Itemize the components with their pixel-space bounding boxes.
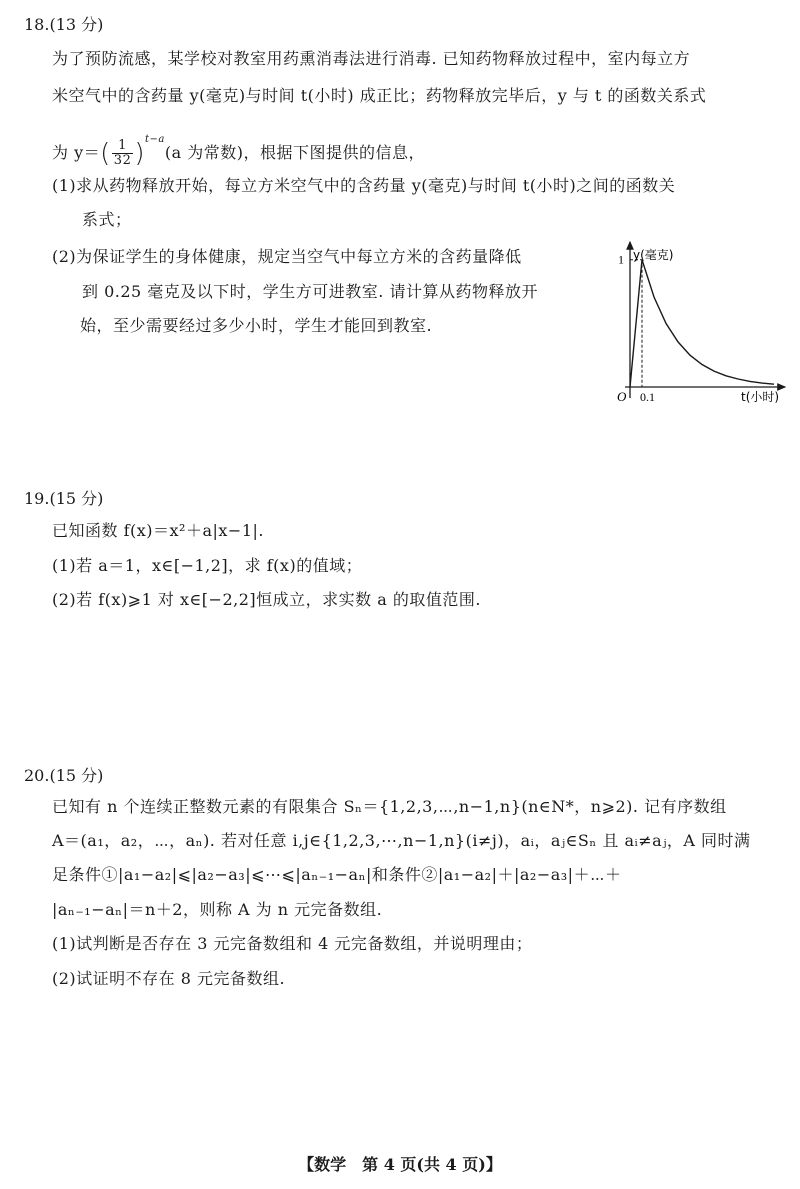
q18-graph bbox=[605, 238, 790, 410]
y-tick-label: 1 bbox=[618, 252, 624, 267]
q19-header bbox=[24, 486, 103, 509]
q18-part2-line2: 到 0.25 毫克及以下时，学生方可进教室. 请计算从药物释放开 bbox=[82, 282, 538, 301]
q18-fraction bbox=[112, 139, 134, 168]
q18-intro-line1: 为了预防流感，某学校对教室用药熏消毒法进行消毒. 已知药物释放过程中，室内每立方 bbox=[52, 49, 691, 68]
page-footer: 【数学 第 4 页(共 4 页)】 bbox=[298, 1155, 502, 1174]
q18-formula-suffix: (a 为常数)，根据下图提供的信息， bbox=[164, 143, 425, 162]
q18-part2-line1: (2)为保证学生的身体健康，规定当空气中每立方米的含药量降低 bbox=[52, 247, 522, 266]
x-tick-label: 0.1 bbox=[640, 390, 655, 404]
q18-exponent: t−a bbox=[145, 134, 165, 145]
q20-line4: |aₙ₋₁−aₙ|＝n＋2，则称 A 为 n 元完备数组. bbox=[52, 900, 383, 919]
x-axis-label: t(小时) bbox=[741, 390, 780, 404]
q18-part2-line3: 始，至少需要经过多少小时，学生才能回到教室. bbox=[80, 316, 433, 335]
q20-part2: (2)试证明不存在 8 元完备数组. bbox=[52, 969, 286, 988]
q18-formula-line: 为 y＝( $\frac{1}{32}$ )$^{t-a}$(a 为常数)，根据下图提供的信息， bbox=[52, 134, 425, 169]
q19-part2: (2)若 f(x)⩾1 对 x∈[−2,2]恒成立，求实数 a 的取值范围. bbox=[52, 590, 481, 609]
q20-line1: 已知有 n 个连续正整数元素的有限集合 Sₙ＝{1,2,3,⋯,n−1,n}(n∈N*，n⩾2). 记有序数组 bbox=[52, 797, 727, 816]
q20-line2: A＝(a₁，a₂，⋯，aₙ). 若对任意 i,j∈{1,2,3,⋯,n−1,n}(i≠j)，aᵢ，aⱼ∈Sₙ 且 aᵢ≠aⱼ，A 同时满 bbox=[52, 831, 751, 850]
q19-number: 19. bbox=[24, 489, 50, 508]
q18-part1-line1: (1)求从药物释放开始，每立方米空气中的含药量 y(毫克)与时间 t(小时)之间的函数关 bbox=[52, 176, 676, 195]
q19-score: (15 分) bbox=[49, 489, 104, 508]
q18-number: 18. bbox=[24, 15, 50, 34]
q20-number: 20. bbox=[24, 766, 50, 785]
origin-label: O bbox=[617, 389, 627, 404]
q18-score: (13 分) bbox=[49, 15, 104, 34]
q20-score: (15 分) bbox=[49, 766, 104, 785]
q18-intro-line2: 米空气中的含药量 y(毫克)与时间 t(小时) 成正比；药物释放完毕后，y 与 t 的函数关系式 bbox=[52, 86, 707, 105]
q18-formula-prefix: 为 y＝ bbox=[52, 143, 101, 162]
q19-stem: 已知函数 f(x)＝x²＋a|x−1|. bbox=[52, 521, 264, 540]
q18-header bbox=[24, 12, 103, 35]
decay-curve bbox=[642, 260, 774, 385]
y-axis-label: y(毫克) bbox=[633, 248, 674, 262]
q20-line3: 足条件①|a₁−a₂|⩽|a₂−a₃|⩽⋯⩽|aₙ₋₁−aₙ|和条件②|a₁−a₂|＋|a₂−a₃|＋⋯＋ bbox=[52, 865, 622, 884]
q18-frac-den: 32 bbox=[113, 153, 132, 168]
q20-header bbox=[24, 763, 103, 786]
q20-part1: (1)试判断是否存在 3 元完备数组和 4 元完备数组，并说明理由； bbox=[52, 934, 533, 953]
q18-part1-line2: 系式； bbox=[82, 210, 132, 229]
q19-part1: (1)若 a＝1，x∈[−1,2]，求 f(x)的值域； bbox=[52, 556, 363, 575]
q18-frac-num: 1 bbox=[112, 139, 134, 154]
release-phase-line bbox=[630, 260, 642, 387]
